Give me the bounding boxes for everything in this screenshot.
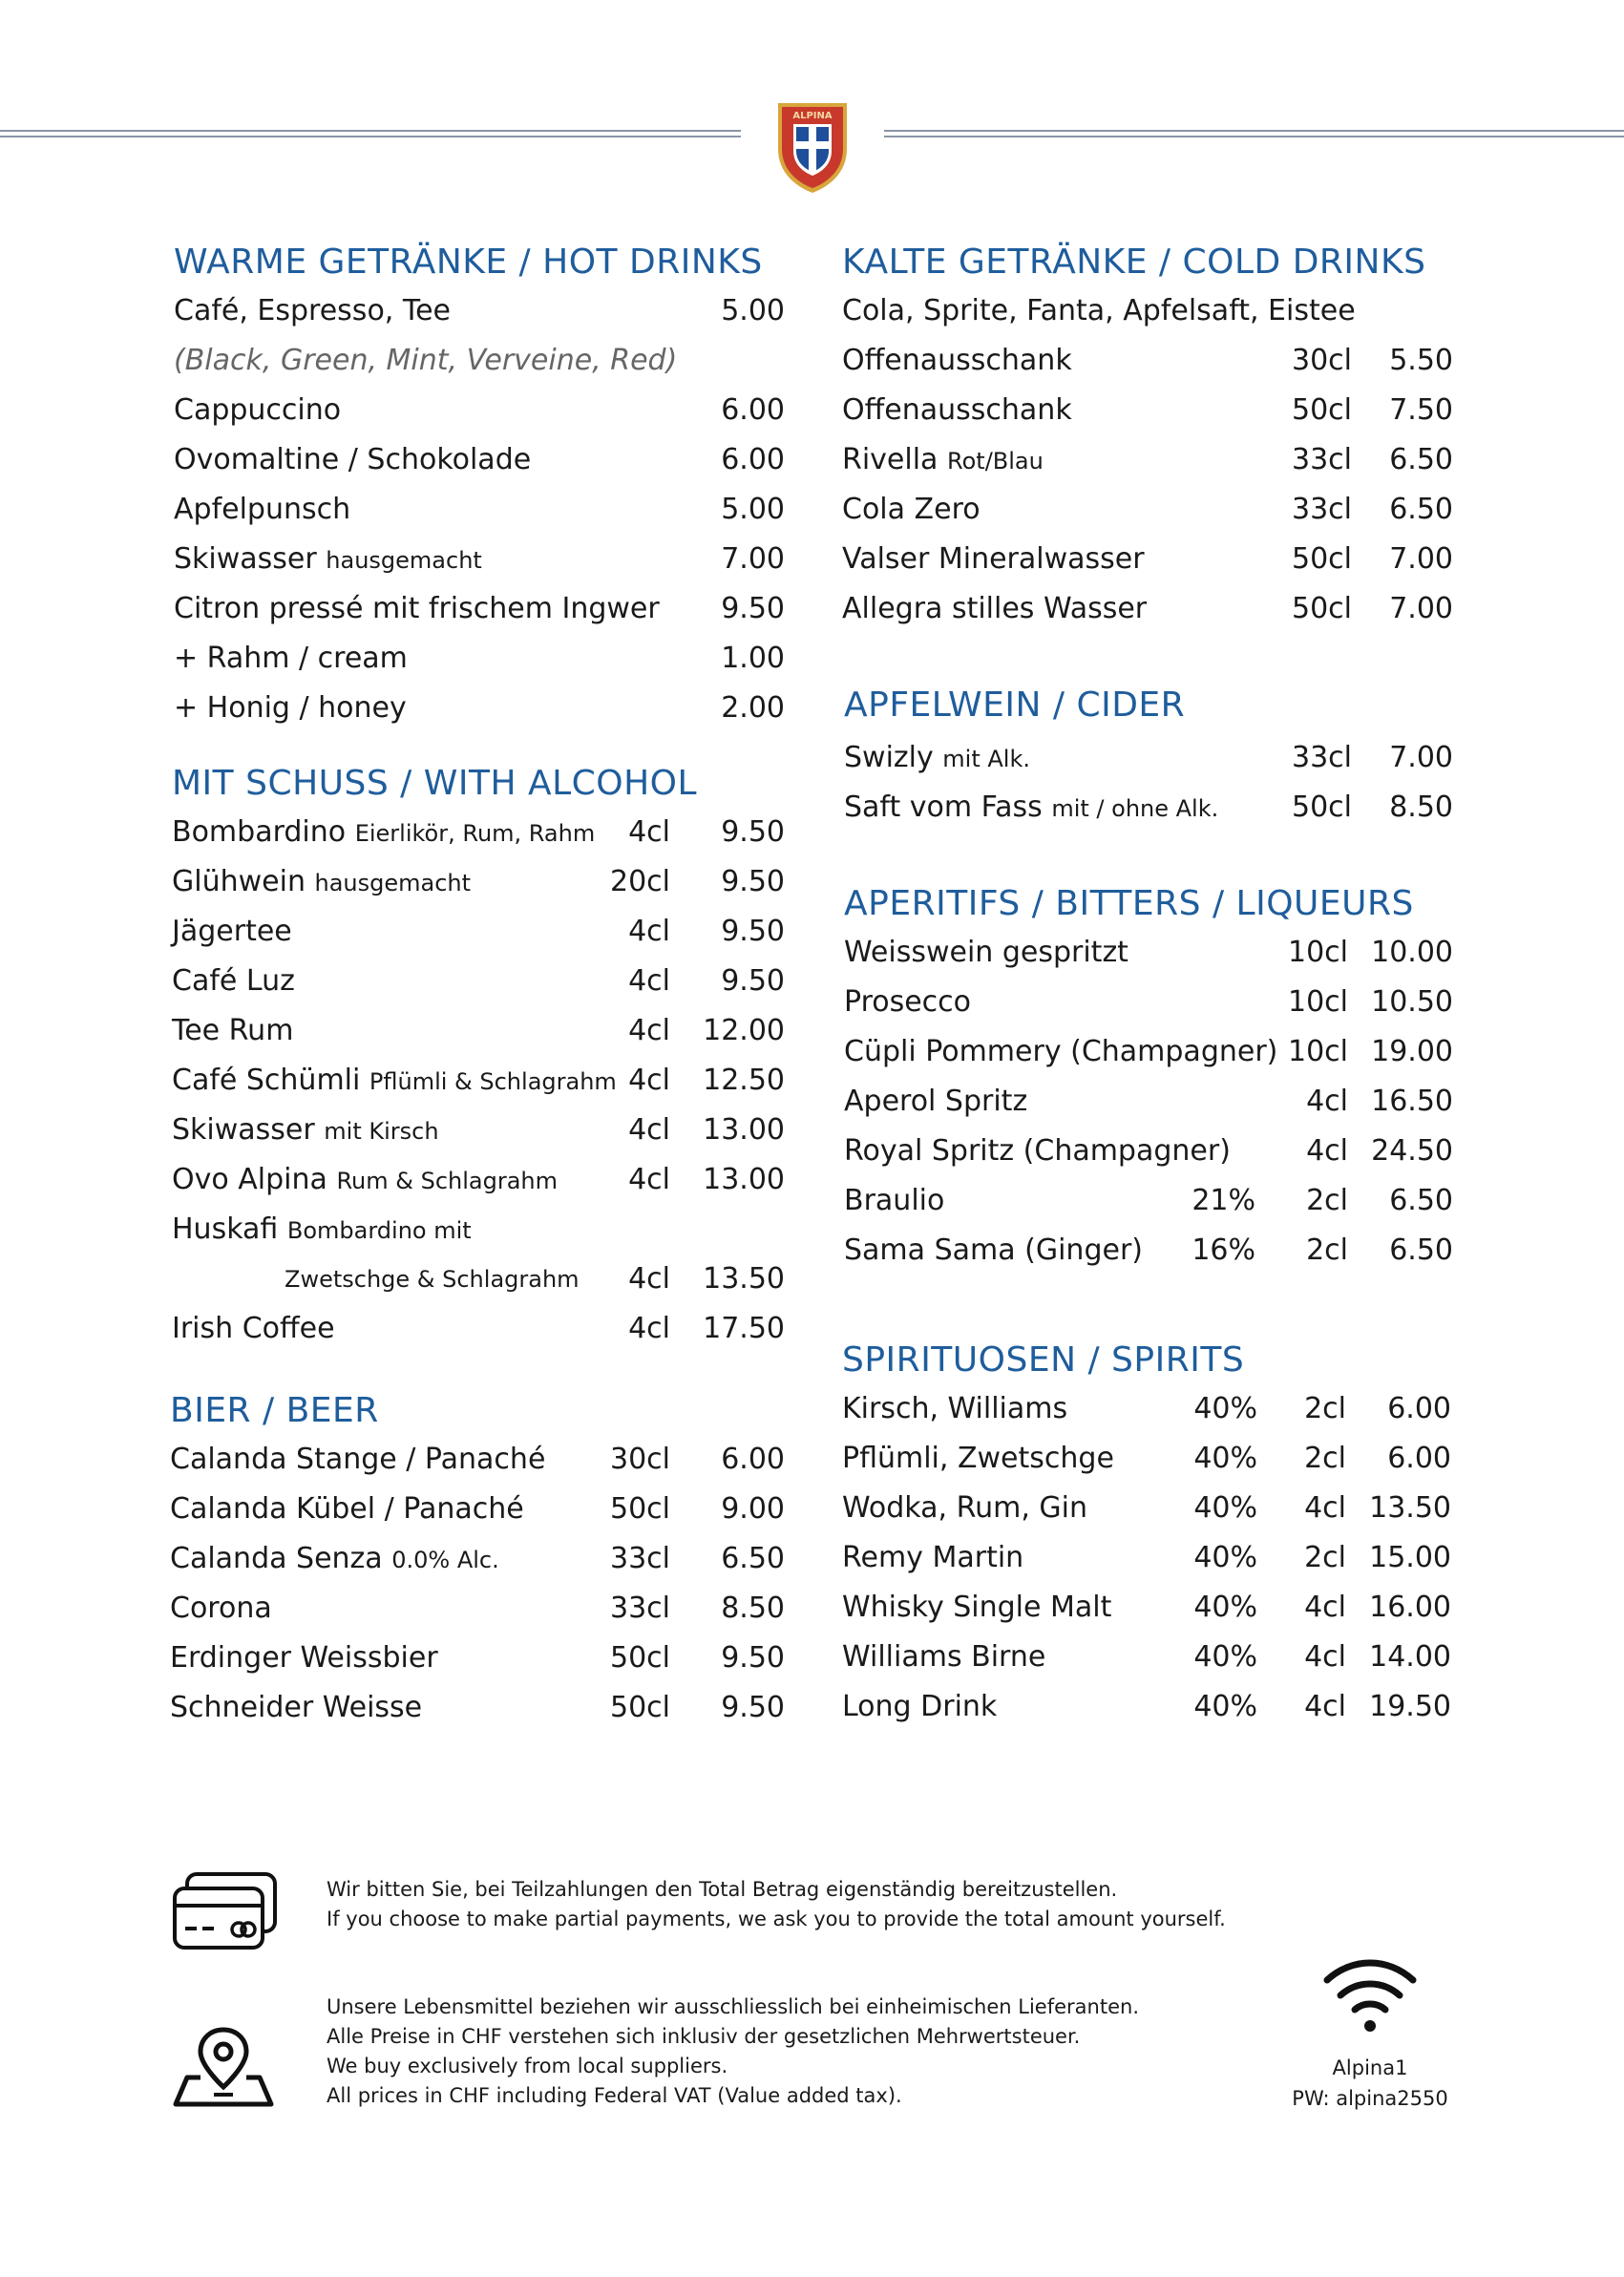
menu-row: Swizly mit Alk. 33cl 7.00 — [844, 741, 1453, 774]
menu-row: Pflümli, Zwetschge 40% 2cl 6.00 — [842, 1442, 1451, 1475]
menu-row: Tee Rum 4cl 12.00 — [172, 1014, 785, 1047]
menu-row: Café Schümli Pflümli & Schlagrahm 4cl 12.50 — [172, 1064, 785, 1097]
menu-row: Corona 33cl 8.50 — [170, 1592, 785, 1625]
menu-row: Calanda Stange / Panaché 30cl 6.00 — [170, 1443, 785, 1476]
section-title-spirits: SPIRITUOSEN / SPIRITS — [842, 1340, 1245, 1380]
menu-row: Cola Zero 33cl 6.50 — [842, 493, 1453, 526]
section-title-aperitifs: APERITIFS / BITTERS / LIQUEURS — [844, 884, 1414, 923]
local-notice-line-4: All prices in CHF including Federal VAT (Value added tax). — [327, 2084, 902, 2107]
ski-club-crest-logo — [774, 99, 851, 195]
payment-notice-de: Wir bitten Sie, bei Teilzahlungen den Total Betrag eigenständig bereitzustellen. — [327, 1878, 1118, 1901]
menu-row: Long Drink 40% 4cl 19.50 — [842, 1690, 1451, 1723]
map-pin-icon — [172, 2024, 275, 2110]
menu-row-note: (Black, Green, Mint, Verveine, Red) — [174, 344, 678, 377]
menu-row: Offenausschank 50cl 7.50 — [842, 393, 1453, 427]
menu-row: Allegra stilles Wasser 50cl 7.00 — [842, 592, 1453, 625]
menu-row: Whisky Single Malt 40% 4cl 16.00 — [842, 1591, 1451, 1624]
menu-row: Remy Martin 40% 2cl 15.00 — [842, 1541, 1451, 1574]
menu-row: Huskafi Bombardino mit — [172, 1212, 472, 1246]
menu-row: Citron pressé mit frischem Ingwer 9.50 — [174, 592, 785, 625]
cold-drinks-section — [842, 239, 1453, 634]
cider-section — [844, 682, 1453, 833]
section-title-cold-drinks: KALTE GETRÄNKE / COLD DRINKS — [842, 242, 1426, 282]
wifi-credentials — [1270, 2053, 1470, 2114]
section-title-with-alcohol: MIT SCHUSS / WITH ALCOHOL — [172, 764, 698, 803]
menu-row: Calanda Kübel / Panaché 50cl 9.00 — [170, 1492, 785, 1526]
payment-notice-en: If you choose to make partial payments, we ask you to provide the total amount yourself. — [327, 1908, 1226, 1930]
beer-section — [170, 1387, 785, 1733]
menu-row: Braulio 21% 2cl 6.50 — [844, 1184, 1453, 1217]
menu-row-continuation: Zwetschge & Schlagrahm 4cl 13.50 — [285, 1262, 785, 1296]
menu-row: Offenausschank 30cl 5.50 — [842, 344, 1453, 377]
menu-row: Williams Birne 40% 4cl 14.00 — [842, 1640, 1451, 1674]
section-title-hot-drinks: WARME GETRÄNKE / HOT DRINKS — [174, 242, 763, 282]
menu-row: Café Luz 4cl 9.50 — [172, 964, 785, 998]
header-rule-left — [0, 130, 741, 139]
wifi-password: PW: alpina2550 — [1292, 2087, 1448, 2110]
section-title-cider: APFELWEIN / CIDER — [844, 685, 1186, 725]
menu-row: Cappuccino 6.00 — [174, 393, 785, 427]
menu-row: Aperol Spritz 4cl 16.50 — [844, 1085, 1453, 1118]
menu-row: Wodka, Rum, Gin 40% 4cl 13.50 — [842, 1491, 1451, 1525]
hot-drinks-section — [174, 239, 785, 733]
wifi-network-name: Alpina1 — [1332, 2056, 1408, 2079]
menu-row: Glühwein hausgemacht 20cl 9.50 — [172, 865, 785, 898]
local-notice-line-3: We buy exclusively from local suppliers. — [327, 2055, 728, 2077]
menu-row: Ovomaltine / Schokolade 6.00 — [174, 443, 785, 476]
svg-text:ALPINA: ALPINA — [792, 111, 833, 121]
local-suppliers-notice — [327, 1992, 1139, 2111]
menu-row: Irish Coffee 4cl 17.50 — [172, 1312, 785, 1345]
menu-row: Bombardino Eierlikör, Rum, Rahm 4cl 9.50 — [172, 815, 785, 849]
menu-row: Schneider Weisse 50cl 9.50 — [170, 1691, 785, 1724]
section-title-beer: BIER / BEER — [170, 1391, 379, 1430]
menu-row: + Rahm / cream 1.00 — [174, 642, 785, 675]
payment-notice — [327, 1875, 1226, 1934]
menu-row: Calanda Senza 0.0% Alc. 33cl 6.50 — [170, 1542, 785, 1575]
menu-row: Prosecco 10cl 10.50 — [844, 985, 1453, 1019]
menu-row: Skiwasser mit Kirsch 4cl 13.00 — [172, 1113, 785, 1147]
menu-row: Royal Spritz (Champagner) 4cl 24.50 — [844, 1134, 1453, 1168]
aperitifs-section — [844, 880, 1453, 1276]
menu-row: Weisswein gespritzt 10cl 10.00 — [844, 936, 1453, 969]
with-alcohol-section — [172, 760, 785, 1354]
menu-row: Valser Mineralwasser 50cl 7.00 — [842, 542, 1453, 576]
spirits-section — [842, 1337, 1451, 1732]
menu-row: + Honig / honey 2.00 — [174, 691, 785, 725]
menu-row: Saft vom Fass mit / ohne Alk. 50cl 8.50 — [844, 791, 1453, 824]
menu-row: Erdinger Weissbier 50cl 9.50 — [170, 1641, 785, 1675]
menu-row: Rivella Rot/Blau 33cl 6.50 — [842, 443, 1453, 476]
menu-row: Jägertee 4cl 9.50 — [172, 915, 785, 948]
menu-row: Sama Sama (Ginger) 16% 2cl 6.50 — [844, 1233, 1453, 1267]
local-notice-line-1: Unsere Lebensmittel beziehen wir ausschliesslich bei einheimischen Lieferanten. — [327, 1995, 1139, 2018]
menu-row: Kirsch, Williams 40% 2cl 6.00 — [842, 1392, 1451, 1425]
header-rule-right — [884, 130, 1624, 139]
menu-row: Apfelpunsch 5.00 — [174, 493, 785, 526]
menu-row: Ovo Alpina Rum & Schlagrahm 4cl 13.00 — [172, 1163, 785, 1196]
wifi-icon — [1321, 1955, 1419, 2035]
menu-row: Cola, Sprite, Fanta, Apfelsaft, Eistee — [842, 294, 1356, 327]
menu-row: Skiwasser hausgemacht 7.00 — [174, 542, 785, 576]
credit-card-icon — [172, 1871, 279, 1951]
menu-row: Cüpli Pommery (Champagner) 10cl 19.00 — [844, 1035, 1453, 1068]
menu-row: Café, Espresso, Tee 5.00 — [174, 294, 785, 327]
local-notice-line-2: Alle Preise in CHF verstehen sich inklusiv der gesetzlichen Mehrwertsteuer. — [327, 2025, 1081, 2048]
